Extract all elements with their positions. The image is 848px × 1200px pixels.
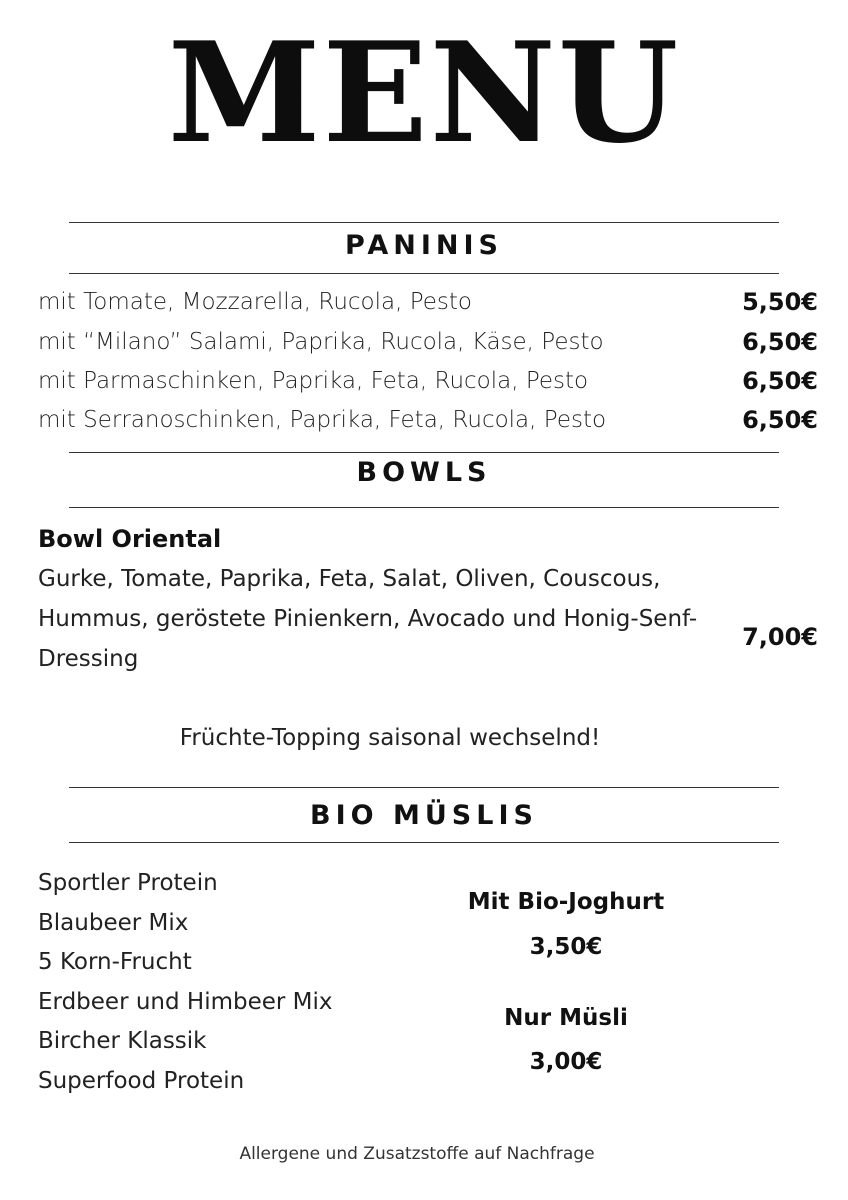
- allergen-note: Allergene und Zusatzstoffe auf Nachfrage: [239, 1144, 595, 1164]
- bowl-name: Bowl Oriental: [38, 525, 222, 553]
- divider: [69, 273, 779, 274]
- bowl-price: 7,00€: [742, 623, 818, 651]
- bowl-description: Gurke, Tomate, Paprika, Feta, Salat, Oliven, Couscous, Hummus, geröstete Pinienkern, Avocado und Honig-Senf-Dressing: [38, 566, 698, 672]
- panini-item-name: mit “Milano” Salami, Paprika, Rucola, Käse, Pesto: [38, 329, 604, 355]
- panini-item: [38, 322, 818, 362]
- panini-item-price: 6,50€: [742, 406, 818, 434]
- panini-item-price: 6,50€: [742, 328, 818, 356]
- muesli-item: Erdbeer und Himbeer Mix: [38, 988, 333, 1015]
- panini-item-name: mit Tomate, Mozzarella, Rucola, Pesto: [38, 289, 473, 315]
- panini-item: [38, 400, 818, 440]
- option-label-muesli: Nur Müsli: [504, 1005, 628, 1031]
- menu-title: MENU: [167, 11, 681, 174]
- muesli-item: Sportler Protein: [38, 870, 218, 896]
- panini-item: [38, 361, 818, 401]
- muesli-item: 5 Korn-Frucht: [38, 949, 192, 976]
- section-heading-mueslis: BIO MÜSLIS: [310, 800, 538, 831]
- divider: [69, 222, 779, 223]
- panini-item-name: mit Serranoschinken, Paprika, Feta, Rucola, Pesto: [38, 407, 607, 433]
- muesli-item: Superfood Protein: [38, 1067, 245, 1094]
- panini-item: [38, 282, 818, 322]
- divider: [69, 842, 779, 843]
- panini-item-name: mit Parmaschinken, Paprika, Feta, Rucola, Pesto: [38, 368, 589, 394]
- muesli-list: [38, 864, 333, 1102]
- muesli-item: Blaubeer Mix: [38, 909, 189, 936]
- muesli-item: Bircher Klassik: [38, 1028, 207, 1055]
- divider: [69, 507, 779, 508]
- panini-item-price: 6,50€: [742, 367, 818, 395]
- option-price-muesli: 3,00€: [529, 1049, 603, 1075]
- option-label-joghurt: Mit Bio-Joghurt: [467, 889, 665, 915]
- topping-note: Früchte-Topping saisonal wechselnd!: [179, 725, 601, 751]
- option-price-joghurt: 3,50€: [529, 934, 603, 960]
- divider: [69, 452, 779, 453]
- divider: [69, 787, 779, 788]
- section-heading-bowls: BOWLS: [356, 457, 492, 488]
- panini-item-price: 5,50€: [742, 288, 818, 316]
- section-heading-paninis: PANINIS: [345, 230, 503, 261]
